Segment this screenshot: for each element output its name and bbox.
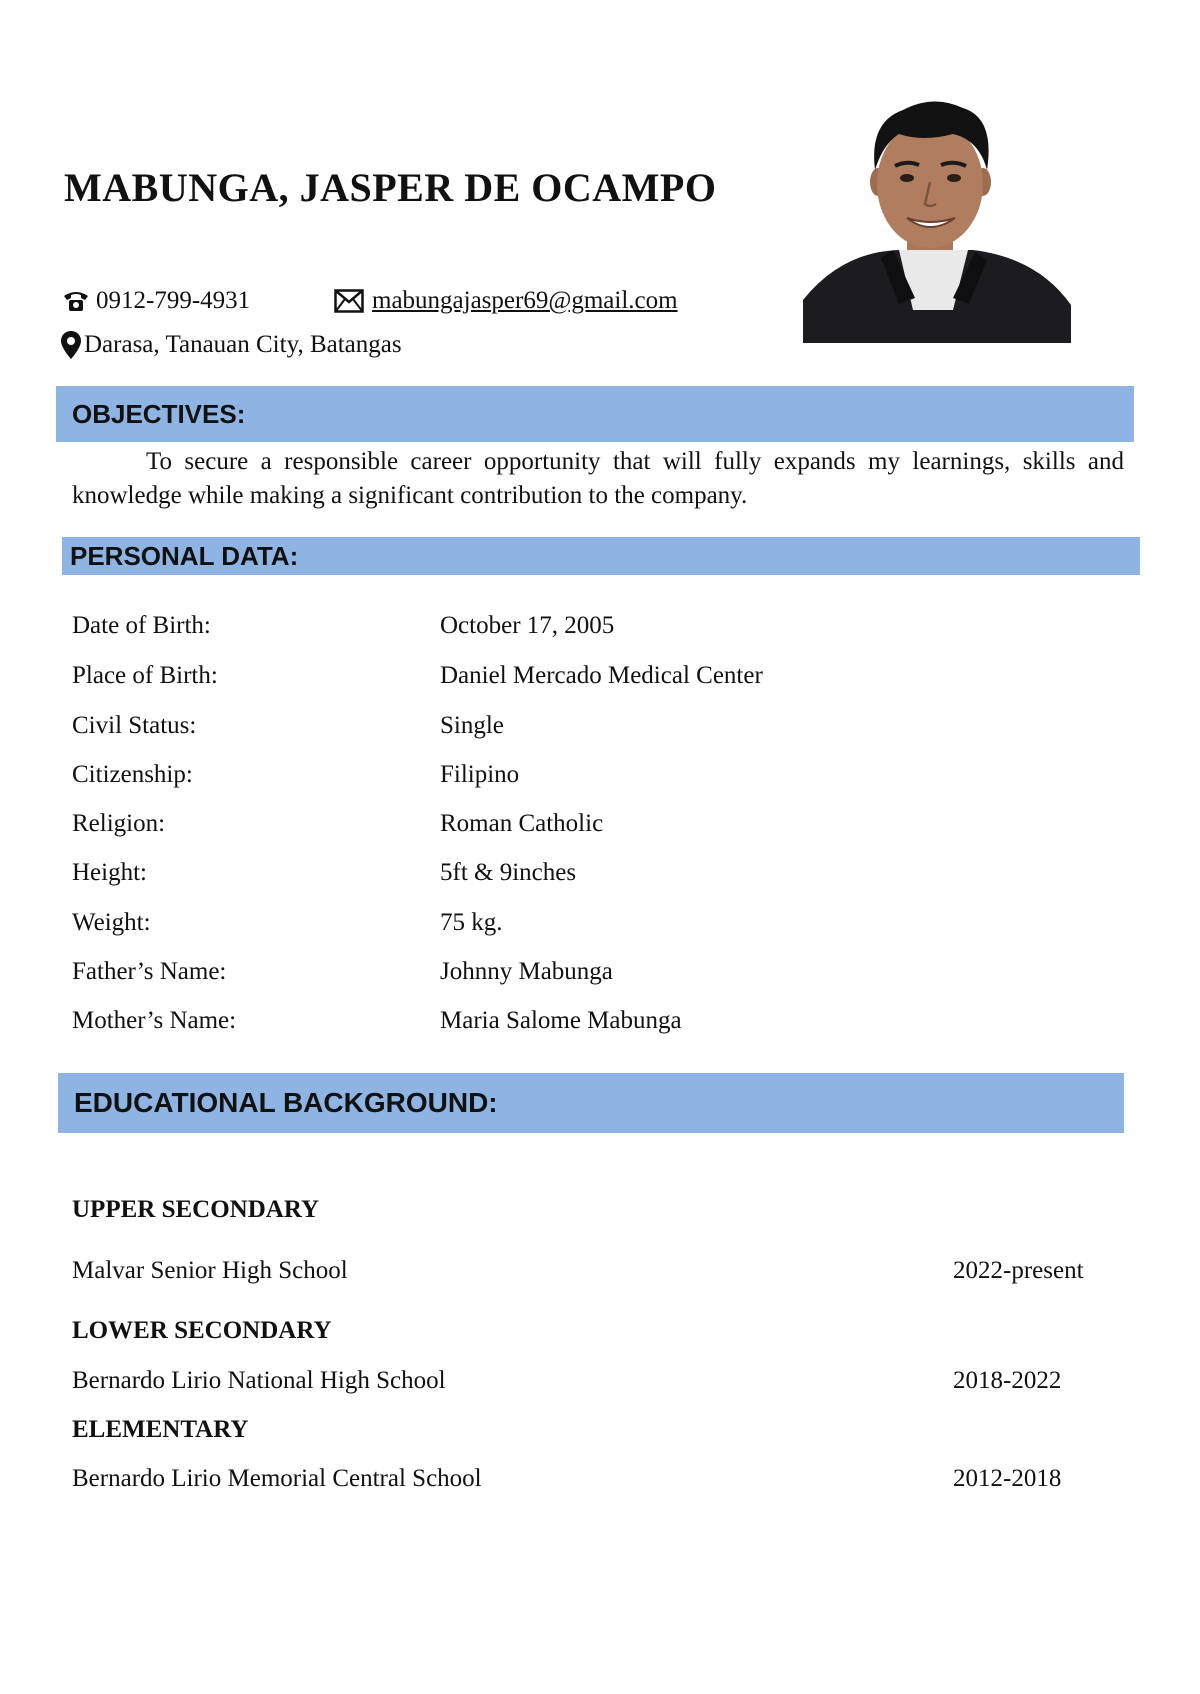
field-label: Height: bbox=[72, 859, 147, 886]
personal-data-row bbox=[72, 755, 1072, 795]
personal-data-row bbox=[72, 656, 1072, 696]
phone-contact bbox=[62, 287, 250, 315]
field-label: Date of Birth: bbox=[72, 612, 211, 639]
phone-number: 0912-799-4931 bbox=[96, 287, 251, 314]
personal-data-row bbox=[72, 804, 1072, 844]
personal-data-row bbox=[72, 606, 1072, 646]
personal-data-row bbox=[72, 903, 1072, 943]
field-value: Daniel Mercado Medical Center bbox=[440, 662, 763, 689]
education-heading: EDUCATIONAL BACKGROUND: bbox=[58, 1073, 1124, 1133]
field-value: Maria Salome Mabunga bbox=[440, 1007, 682, 1034]
school-name: Bernardo Lirio National High School bbox=[72, 1367, 446, 1394]
email-contact[interactable] bbox=[334, 287, 678, 315]
field-value: Filipino bbox=[440, 761, 520, 788]
field-label: Father’s Name: bbox=[72, 958, 227, 985]
field-value: Single bbox=[440, 712, 504, 739]
education-level: LOWER SECONDARY bbox=[72, 1317, 332, 1344]
education-level: ELEMENTARY bbox=[72, 1416, 249, 1443]
field-value: 75 kg. bbox=[440, 909, 503, 936]
personal-data-row bbox=[72, 706, 1072, 746]
school-years: 2018-2022 bbox=[953, 1367, 1062, 1394]
objective-statement: To secure a responsible career opportunity that will fully expands my learnings, skills and knowledge while making a significant contribution to the company. bbox=[72, 448, 1124, 509]
field-label: Religion: bbox=[72, 810, 166, 837]
phone-icon bbox=[62, 288, 90, 314]
field-label: Civil Status: bbox=[72, 712, 197, 739]
applicant-name: MABUNGA, JASPER DE OCAMPO bbox=[64, 165, 717, 210]
personal-data-row bbox=[72, 853, 1072, 893]
field-value: October 17, 2005 bbox=[440, 612, 615, 639]
school-years: 2022-present bbox=[953, 1257, 1084, 1284]
education-level: UPPER SECONDARY bbox=[72, 1196, 320, 1223]
address-contact bbox=[60, 330, 402, 360]
personal-data-row bbox=[72, 1001, 1072, 1041]
field-label: Place of Birth: bbox=[72, 662, 218, 689]
profile-photo bbox=[803, 100, 1071, 343]
field-value: 5ft & 9inches bbox=[440, 859, 577, 886]
location-pin-icon bbox=[60, 330, 82, 360]
field-value: Johnny Mabunga bbox=[440, 958, 613, 985]
field-value: Roman Catholic bbox=[440, 810, 604, 837]
school-name: Malvar Senior High School bbox=[72, 1257, 348, 1284]
field-label: Weight: bbox=[72, 909, 151, 936]
school-name: Bernardo Lirio Memorial Central School bbox=[72, 1465, 482, 1492]
mail-icon bbox=[334, 289, 364, 313]
personal-data-row bbox=[72, 952, 1072, 992]
address-text: Darasa, Tanauan City, Batangas bbox=[84, 331, 402, 358]
school-years: 2012-2018 bbox=[953, 1465, 1062, 1492]
email-link[interactable]: mabungajasper69@gmail.com bbox=[372, 287, 678, 314]
objectives-heading: OBJECTIVES: bbox=[56, 386, 1134, 442]
field-label: Mother’s Name: bbox=[72, 1007, 237, 1034]
personal-data-heading: PERSONAL DATA: bbox=[62, 537, 1140, 575]
field-label: Citizenship: bbox=[72, 761, 193, 788]
